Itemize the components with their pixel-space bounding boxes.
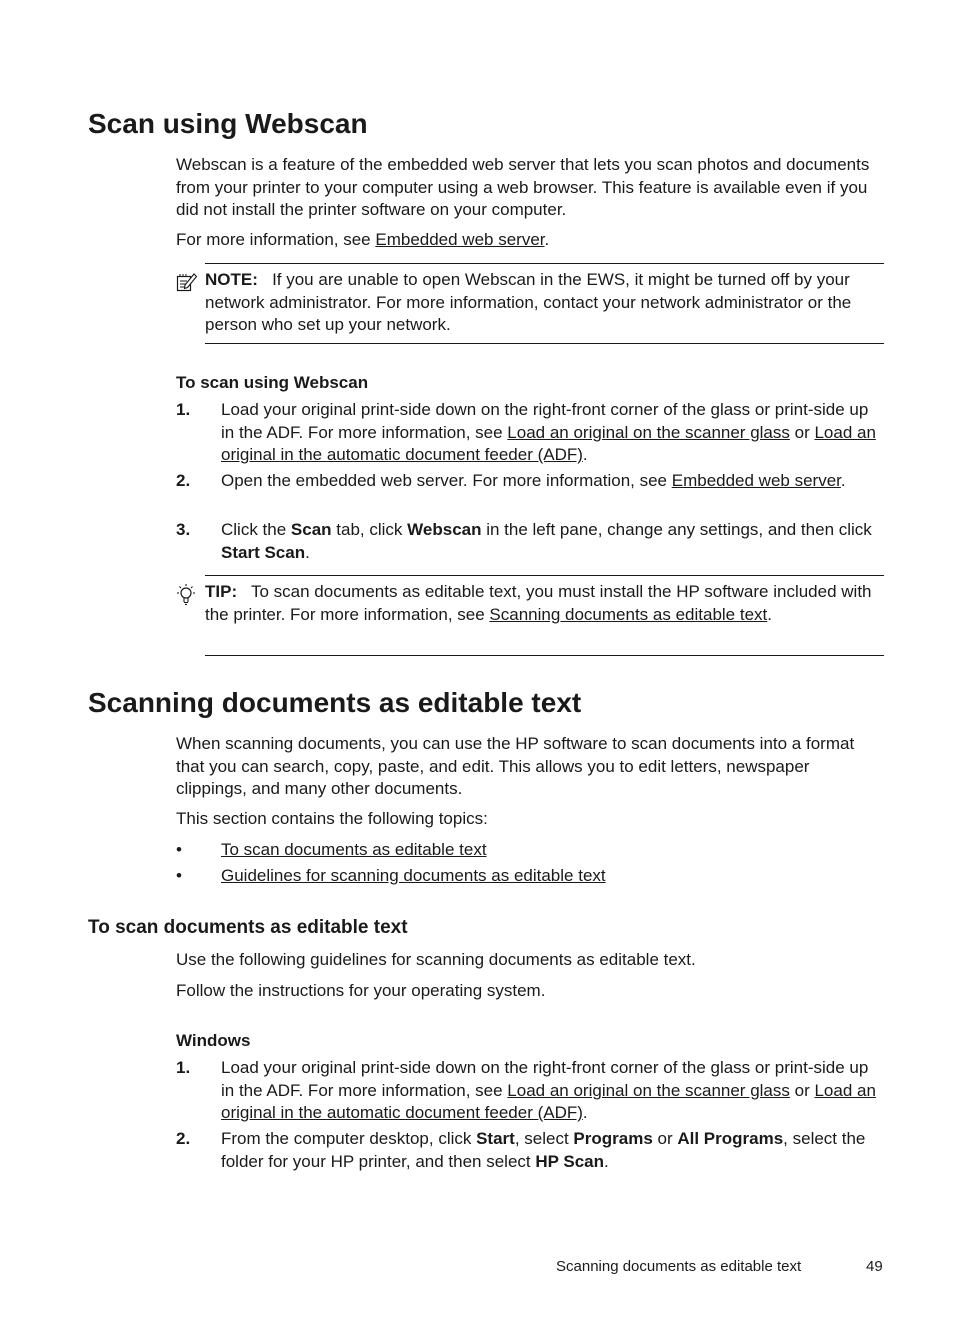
step-text: . (840, 471, 846, 490)
ui-term-all-programs: All Programs (677, 1129, 784, 1148)
note-top-rule (205, 263, 884, 264)
step-text: or (789, 1080, 815, 1100)
step-text: tab, click (331, 520, 408, 539)
step-text: or (789, 422, 815, 442)
embedded-web-server-link[interactable]: Embedded web server (375, 230, 545, 249)
step-text: or (652, 1129, 678, 1148)
guidelines-paragraph: Use the following guidelines for scanning documents as editable text. (176, 950, 696, 969)
note-text-block (205, 269, 885, 337)
lightbulb-icon (175, 583, 197, 607)
bullet: • (176, 866, 182, 885)
step-number: 2. (176, 471, 191, 490)
topic-list-item (221, 839, 886, 862)
tip-label: TIP: (205, 582, 238, 601)
tip-text: To scan documents as editable text, you must install the HP software included with the printer. For more information, see (205, 582, 872, 624)
step-text: in the left pane, change any settings, and then click (481, 520, 872, 539)
windows-step-2-start-programs (221, 1128, 886, 1173)
step-text: . (582, 1103, 588, 1122)
more-info-suffix: . (544, 230, 550, 249)
step-2-open-ews (221, 470, 886, 493)
note-text: If you are unable to open Webscan in the EWS, it might be turned off by your network administrator. For more information, contact your network administrator or the person who set up your network. (205, 270, 852, 334)
webscan-intro-paragraph: Webscan is a feature of the embedded web server that lets you scan photos and documents from your printer to your computer using a web browser. This feature is available even if you did not install the printer software on your computer. (176, 155, 870, 219)
editable-text-intro-paragraph: When scanning documents, you can use the HP software to scan documents into a format that you can search, copy, paste, and edit. This allows you to edit letters, newspaper clippings, and many other documents. (176, 734, 855, 798)
bullet: • (176, 840, 182, 859)
load-original-scanner-glass-link[interactable]: Load an original on the scanner glass (507, 422, 790, 442)
scanning-editable-text-link[interactable]: Scanning documents as editable text (489, 604, 768, 624)
ui-term-programs: Programs (573, 1129, 653, 1148)
step-1-load-original (221, 399, 886, 467)
step-text: Load your original print-side down on the right-front corner of the glass or print-side up in the ADF. For more information, see (221, 1058, 869, 1100)
footer-section-title: Scanning documents as editable text (556, 1258, 802, 1275)
step-number: 1. (176, 1058, 191, 1077)
step-number: 1. (176, 400, 191, 419)
tip-bottom-rule (205, 655, 884, 656)
procedure-title-webscan: To scan using Webscan (176, 373, 369, 392)
tip-suffix: . (767, 604, 772, 624)
step-text: . (582, 445, 588, 464)
step-number: 2. (176, 1129, 191, 1148)
step-text: Open the embedded web server. For more information, see (221, 471, 672, 490)
section-heading-scanning-editable-text: Scanning documents as editable text (88, 687, 582, 718)
more-info-paragraph (176, 229, 876, 252)
topic-link-scan-editable-text[interactable]: To scan documents as editable text (221, 840, 487, 859)
note-pencil-icon (176, 272, 198, 292)
ui-term-hp-scan: HP Scan (535, 1151, 605, 1171)
load-original-scanner-glass-link[interactable]: Load an original on the scanner glass (507, 1080, 790, 1100)
step-3-click-scan (221, 519, 886, 564)
step-text: Load your original print-side down on the right-front corner of the glass or print-side up in the ADF. For more information, see (221, 400, 869, 442)
embedded-web-server-link[interactable]: Embedded web server (671, 471, 841, 490)
tip-top-rule (205, 575, 884, 576)
tip-text-block (205, 581, 885, 626)
load-original-adf-link[interactable]: Load an original in the automatic document feeder (ADF) (221, 1080, 876, 1122)
section-heading-scan-using-webscan: Scan using Webscan (88, 108, 368, 139)
step-text: , select the folder for your HP printer, and then select (221, 1129, 866, 1171)
ui-term-webscan: Webscan (407, 520, 482, 539)
note-bottom-rule (205, 343, 884, 344)
step-number: 3. (176, 520, 191, 539)
page-number: 49 (866, 1258, 883, 1275)
topic-link-guidelines[interactable]: Guidelines for scanning documents as editable text (221, 866, 606, 885)
step-text: Click the (221, 520, 291, 539)
step-text: , select (514, 1129, 574, 1148)
ui-term-start: Start (476, 1129, 515, 1148)
ui-term-start-scan: Start Scan (221, 542, 306, 562)
subsection-heading-scan-editable-text: To scan documents as editable text (88, 917, 408, 938)
step-text: . (604, 1151, 609, 1171)
load-original-adf-link[interactable]: Load an original in the automatic document feeder (ADF) (221, 422, 876, 464)
ui-term-scan: Scan (290, 520, 332, 539)
step-text: . (305, 542, 310, 562)
more-info-prefix: For more information, see (176, 230, 376, 249)
topics-intro: This section contains the following topics: (176, 809, 488, 828)
note-label: NOTE: (205, 270, 258, 289)
topic-list-item (221, 865, 886, 888)
step-text: From the computer desktop, click (221, 1129, 477, 1148)
windows-step-1-load-original (221, 1057, 886, 1125)
os-instructions-paragraph: Follow the instructions for your operating system. (176, 981, 546, 1000)
windows-title: Windows (176, 1031, 251, 1050)
